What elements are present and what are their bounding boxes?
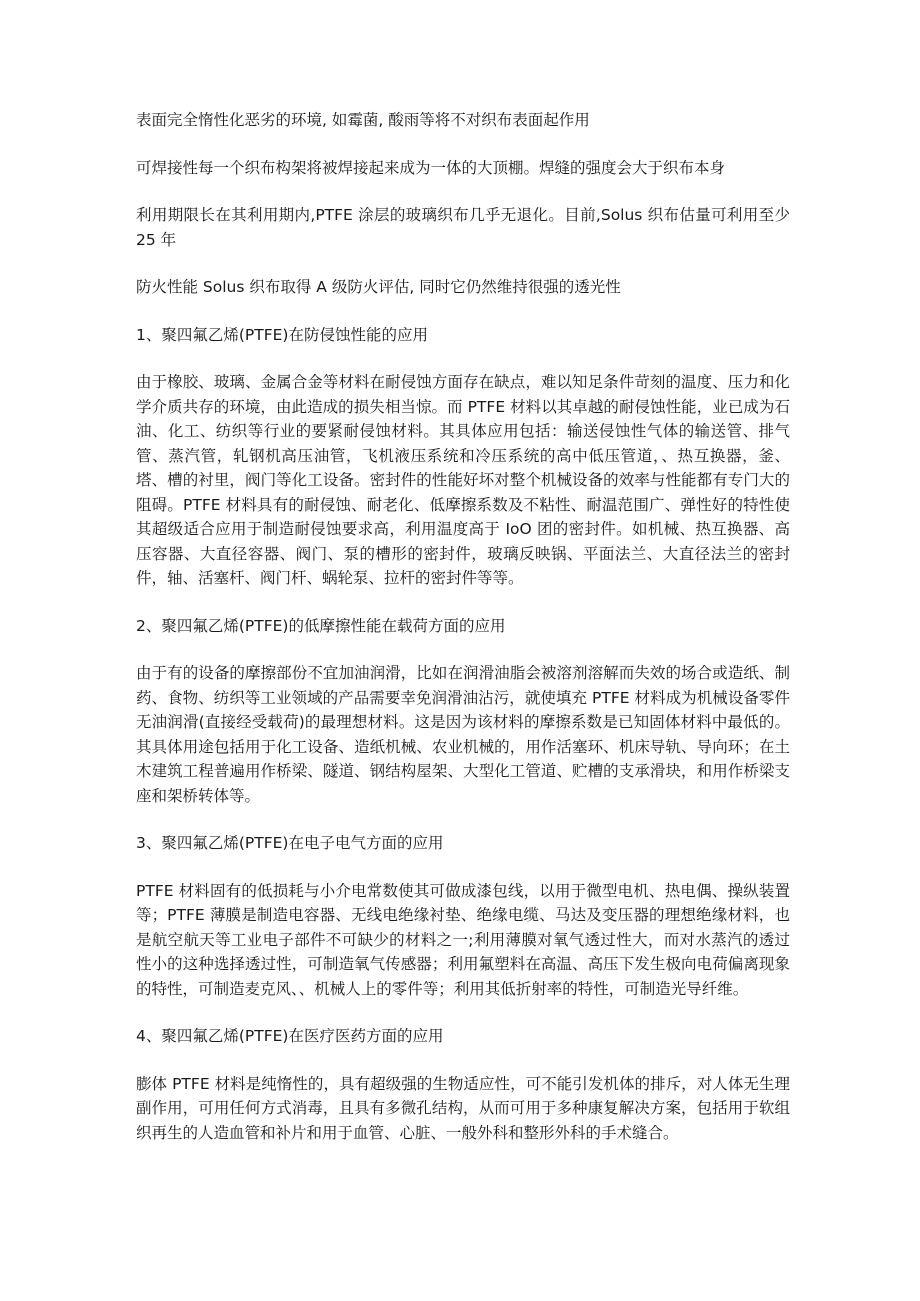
paragraph-corrosion-applications: 由于橡胶、玻璃、金属合金等材料在耐侵蚀方面存在缺点，难以知足条件苛刻的温度、压力和化学介质共存的环境，由此造成的损失相当惊。而 PTFE 材料以其卓越的耐侵蚀性能，业已成为石油、化工、纺织等行业的要紧耐侵蚀材料。其具体应用包括：输送侵蚀性气体的输送管、排气管、蒸汽管，轧钢机高压油管，飞机液压系统和冷压系统的高中低压管道，、热互换器，釜、塔、槽的衬里，阀门等化工设备。密封件的性能好坏对整个机械设备的效率与性能都有专门大的阻碍。PTFE 材料具有的耐侵蚀、耐老化、低摩擦系数及不粘性、耐温范围广、弹性好的特性使其超级适合应用于制造耐侵蚀要求高，利用温度高于 IoO 团的密封件。如机械、热互换器、高压容器、大直径容器、阀门、泵的槽形的密封件，玻璃反映锅、平面法兰、大直径法兰的密封件，轴、活塞杆、阀门杆、蜗轮泵、拉杆的密封件等等。 [136,373,790,587]
paragraph-low-friction-applications: 由于有的设备的摩擦部份不宜加油润滑，比如在润滑油脂会被溶剂溶解而失效的场合或造纸、制药、食物、纺织等工业领域的产品需要幸免润滑油沾污，就使填充 PTFE 材料成为机械设备零件无油润滑(直接经受载荷)的最理想材料。这是因为该材料的摩擦系数是已知固体材料中最低的。其具体用途包括用于化工设备、造纸机械、农业机械的，用作活塞环、机床导轨、导向环；在土木建筑工程普遍用作桥梁、隧道、钢结构屋架、大型化工管道、贮槽的支承滑块，和用作桥梁支座和架桥转体等。 [136,664,790,805]
paragraph-fire-performance: 防火性能 Solus 织布取得 A 级防火评估, 同时它仍然维持很强的透光性 [136,278,621,296]
paragraph-service-life: 利用期限长在其利用期内,PTFE 涂层的玻璃织布几乎无退化。目前,Solus 织布估量可利用至少 25 年 [136,206,790,249]
section-heading-medical: 4、聚四氟乙烯(PTFE)在医疗医药方面的应用 [136,1027,444,1045]
paragraph-electrical-applications: PTFE 材料固有的低损耗与小介电常数使其可做成漆包线，以用于微型电机、热电偶、操纵装置等；PTFE 薄膜是制造电容器、无线电绝缘衬垫、绝缘电缆、马达及变压器的理想绝缘材料，也是航空航天等工业电子部件不可缺少的材料之一;利用薄膜对氧气透过性大，而对水蒸汽的透过性小的这种选择透过性，可制造氧气传感器；利用氟塑料在高温、高压下发生极向电荷偏离现象的特性，可制造麦克风、、机械人上的零件等；利用其低折射率的特性，可制造光导纤维。 [136,881,790,998]
section-heading-low-friction: 2、聚四氟乙烯(PTFE)的低摩擦性能在载荷方面的应用 [136,616,506,635]
section-heading-corrosion: 1、聚四氟乙烯(PTFE)在防侵蚀性能的应用 [136,325,428,344]
paragraph-weldability: 可焊接性每一个织布构架将被焊接起来成为一体的大顶棚。焊缝的强度会大于织布本身 [136,158,726,177]
section-heading-electrical: 3、聚四氟乙烯(PTFE)在电子电气方面的应用 [136,834,444,852]
paragraph-surface-inertness: 表面完全惰性化恶劣的环境, 如霉菌, 酸雨等将不对织布表面起作用 [136,111,590,129]
document-page [136,108,790,1168]
paragraph-medical-applications: 膨体 PTFE 材料是纯惰性的，具有超级强的生物适应性，可不能引发机体的排斥，对人体无生理副作用，可用任何方式消毒，且具有多微孔结构，从而可用于多种康复解决方案，包括用于软组织再生的人造血管和补片和用于血管、心脏、一般外科和整形外科的手术缝合。 [136,1074,790,1142]
